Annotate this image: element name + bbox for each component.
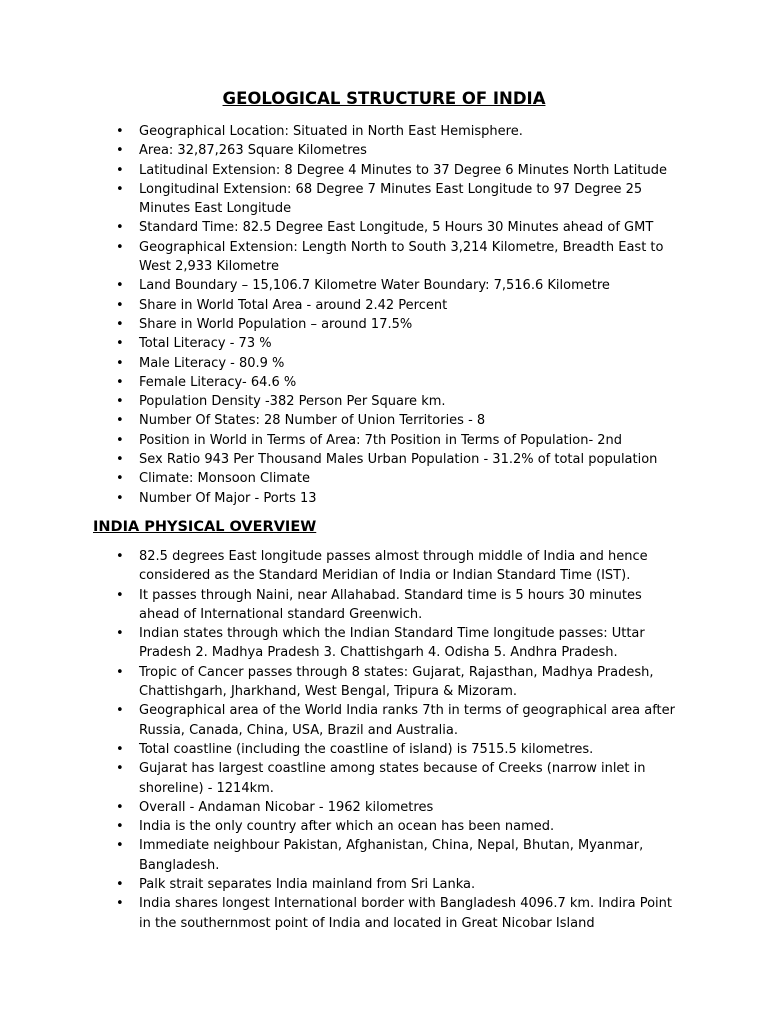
page-title: GEOLOGICAL STRUCTURE OF INDIA — [222, 89, 546, 108]
section-heading: INDIA PHYSICAL OVERVIEW — [93, 519, 317, 535]
list-item: • 82.5 degrees East longitude passes almost through middle of India and hence considered as the Standard Meridian of India or Indian Standard Time (IST). — [0, 547, 768, 586]
list-item: • Share in World Population – around 17.5% — [0, 315, 768, 334]
list-item: • Total Literacy - 73 % — [0, 334, 768, 353]
list-item: • It passes through Naini, near Allahabad. Standard time is 5 hours 30 minutes ahead of International standard Greenwich. — [0, 586, 768, 625]
overview-list — [0, 547, 768, 933]
list-item: • Number Of States: 28 Number of Union Territories - 8 — [0, 411, 768, 430]
list-item: • Latitudinal Extension: 8 Degree 4 Minutes to 37 Degree 6 Minutes North Latitude — [0, 161, 768, 180]
list-item: • Gujarat has largest coastline among states because of Creeks (narrow inlet in shoreline) - 1214km. — [0, 759, 768, 798]
list-item: • Total coastline (including the coastline of island) is 7515.5 kilometres. — [0, 740, 768, 759]
list-item: • Tropic of Cancer passes through 8 states: Gujarat, Rajasthan, Madhya Pradesh, Chattishgarh, Jharkhand, West Bengal, Tripura & Mizoram. — [0, 663, 768, 702]
list-item: • Female Literacy- 64.6 % — [0, 373, 768, 392]
list-item: • Position in World in Terms of Area: 7th Position in Terms of Population- 2nd — [0, 431, 768, 450]
list-item: • Palk strait separates India mainland from Sri Lanka. — [0, 875, 768, 894]
list-item: • Immediate neighbour Pakistan, Afghanistan, China, Nepal, Bhutan, Myanmar, Bangladesh. — [0, 836, 768, 875]
list-item: • Climate: Monsoon Climate — [0, 469, 768, 488]
list-item: • India shares longest International border with Bangladesh 4096.7 km. Indira Point in the southernmost point of India and located in Great Nicobar Island — [0, 894, 768, 933]
list-item: • Geographical area of the World India ranks 7th in terms of geographical area after Russia, Canada, China, USA, Brazil and Australia. — [0, 701, 768, 740]
list-item: • Standard Time: 82.5 Degree East Longitude, 5 Hours 30 Minutes ahead of GMT — [0, 218, 768, 237]
list-item: • Geographical Extension: Length North to South 3,214 Kilometre, Breadth East to West 2,933 Kilometre — [0, 238, 768, 277]
list-item: • Population Density -382 Person Per Square km. — [0, 392, 768, 411]
facts-list — [0, 122, 768, 508]
list-item: • Longitudinal Extension: 68 Degree 7 Minutes East Longitude to 97 Degree 25 Minutes East Longitude — [0, 180, 768, 219]
list-item: • Indian states through which the Indian Standard Time longitude passes: Uttar Pradesh 2. Madhya Pradesh 3. Chattishgarh 4. Odisha 5. Andhra Pradesh. — [0, 624, 768, 663]
list-item: • Share in World Total Area - around 2.42 Percent — [0, 296, 768, 315]
list-item: • Land Boundary – 15,106.7 Kilometre Water Boundary: 7,516.6 Kilometre — [0, 276, 768, 295]
list-item: • Geographical Location: Situated in North East Hemisphere. — [0, 122, 768, 141]
list-item: • India is the only country after which an ocean has been named. — [0, 817, 768, 836]
list-item: • Male Literacy - 80.9 % — [0, 354, 768, 373]
list-item: • Overall - Andaman Nicobar - 1962 kilometres — [0, 798, 768, 817]
list-item: • Area: 32,87,263 Square Kilometres — [0, 141, 768, 160]
list-item: • Number Of Major - Ports 13 — [0, 489, 768, 508]
list-item: • Sex Ratio 943 Per Thousand Males Urban Population - 31.2% of total population — [0, 450, 768, 469]
